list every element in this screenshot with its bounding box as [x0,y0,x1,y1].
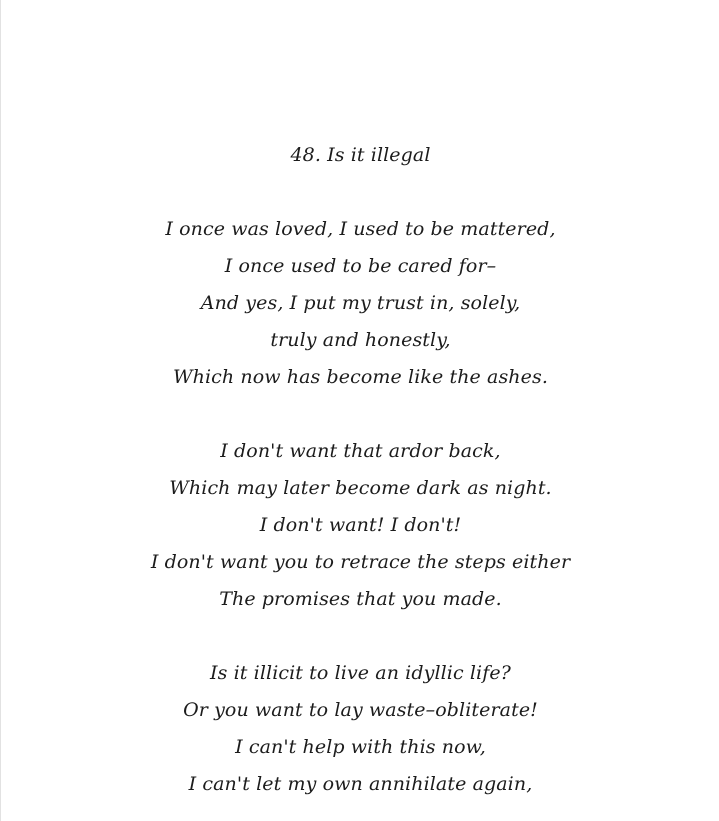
stanza-gap [1,174,719,211]
poem-line: Which now has become like the ashes. [173,366,548,388]
poem [1,137,719,803]
poem-line: I don't want! I don't! [259,514,462,536]
poem-line: Is it illicit to live an idyllic life? [210,662,511,684]
stanza-3 [1,655,719,803]
poem-line: I can't let my own annihilate again, [188,773,533,795]
poem-line: Which may later become dark as night. [169,477,552,499]
poem-line: truly and honestly, [270,329,451,351]
poem-line: I don't want you to retrace the steps either [150,551,571,573]
stanza-gap [1,618,719,655]
poem-title: 48. Is it illegal [290,144,431,166]
stanza-gap [1,396,719,433]
stanza-1 [1,211,719,396]
poem-line: Or you want to lay waste–obliterate! [183,699,538,721]
poem-line: I once used to be cared for– [224,255,497,277]
stanza-2 [1,433,719,618]
poem-line: I don't want that ardor back, [220,440,501,462]
poem-line: I once was loved, I used to be mattered, [165,218,556,240]
poem-line: I can't help with this now, [235,736,486,758]
poem-line: The promises that you made. [219,588,502,610]
poem-line: And yes, I put my trust in, solely, [200,292,521,314]
